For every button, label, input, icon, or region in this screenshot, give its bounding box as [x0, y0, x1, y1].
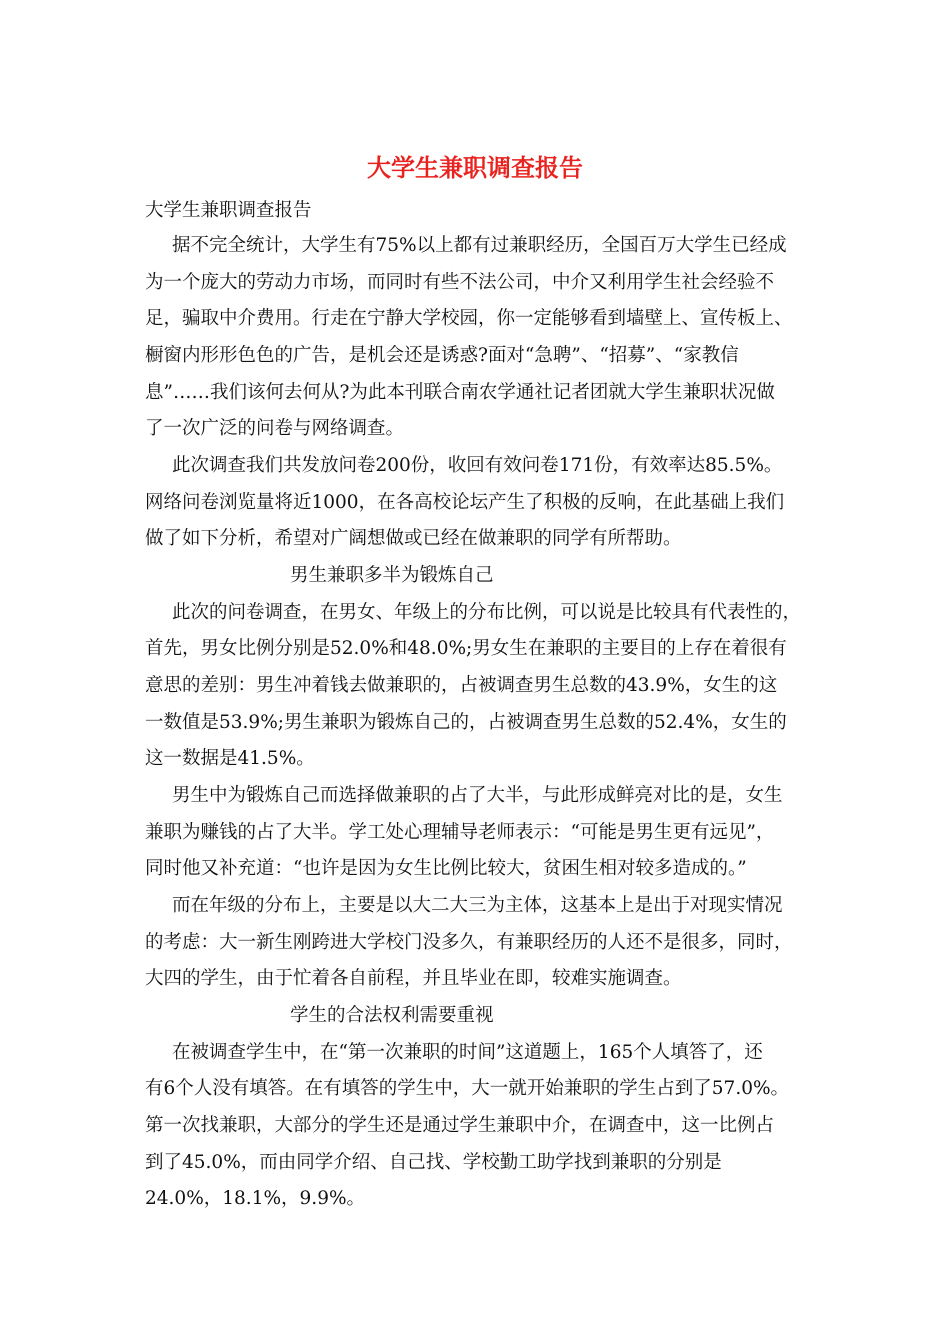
paragraph-line: 第一次找兼职，大部分的学生还是通过学生兼职中介，在调查中，这一比例占: [145, 1115, 775, 1136]
paragraph-line: 到了45.0%，而由同学介绍、自己找、学校勤工助学找到兼职的分别是: [145, 1152, 722, 1173]
paragraph-line: 24.0%，18.1%，9.9%。: [145, 1188, 366, 1209]
paragraph-line: 意思的差别：男生冲着钱去做兼职的，占被调查男生总数的43.9%，女生的这: [145, 675, 778, 696]
paragraph-line: 据不完全统计，大学生有75%以上都有过兼职经历，全国百万大学生已经成: [172, 235, 787, 256]
paragraph-line: 大四的学生，由于忙着各自前程，并且毕业在即，较难实施调查。: [145, 968, 682, 989]
paragraph-line: 的考虑：大一新生刚跨进大学校门没多久，有兼职经历的人还不是很多，同时，: [145, 932, 793, 953]
paragraph-line: 橱窗内形形色色的广告，是机会还是诱惑?面对“急聘”、“招募”、“家教信: [145, 345, 739, 366]
subtitle-line: 大学生兼职调查报告: [145, 200, 312, 221]
paragraph-line: 有6个人没有填答。在有填答的学生中，大一就开始兼职的学生占到了57.0%。: [145, 1078, 790, 1099]
paragraph-line: 一数值是53.9%;男生兼职为锻炼自己的，占被调查男生总数的52.4%，女生的: [145, 712, 787, 733]
paragraph-line: 兼职为赚钱的占了大半。学工处心理辅导老师表示：“可能是男生更有远见”，: [145, 822, 775, 843]
document-title: 大学生兼职调查报告: [367, 153, 583, 182]
paragraph-line: 息”……我们该何去何从?为此本刊联合南农学通社记者团就大学生兼职状况做: [145, 382, 775, 403]
paragraph-line: 此次调查我们共发放问卷200份，收回有效问卷171份，有效率达85.5%。: [172, 455, 783, 476]
paragraph-line: 男生中为锻炼自己而选择做兼职的占了大半，与此形成鲜亮对比的是，女生: [172, 785, 783, 806]
paragraph-line: 首先，男女比例分别是52.0%和48.0%;男女生在兼职的主要目的上存在着很有: [145, 638, 787, 659]
paragraph-line: 为一个庞大的劳动力市场，而同时有些不法公司，中介又利用学生社会经验不: [145, 272, 775, 293]
paragraph-line: 此次的问卷调查，在男女、年级上的分布比例，可以说是比较具有代表性的，: [172, 602, 802, 623]
paragraph-line: 在被调查学生中，在“第一次兼职的时间”这道题上，165个人填答了，还: [172, 1042, 763, 1063]
paragraph-line: 这一数据是41.5%。: [145, 748, 315, 769]
section-heading: 男生兼职多半为锻炼自己: [290, 565, 494, 586]
paragraph-line: 做了如下分析，希望对广阔想做或已经在做兼职的同学有所帮助。: [145, 528, 682, 549]
paragraph-line: 同时他又补充道：“也许是因为女生比例比较大，贫困生相对较多造成的。”: [145, 858, 747, 879]
section-heading: 学生的合法权利需要重视: [290, 1005, 494, 1026]
paragraph-line: 而在年级的分布上，主要是以大二大三为主体，这基本上是出于对现实情况: [172, 895, 783, 916]
paragraph-line: 网络问卷浏览量将近1000，在各高校论坛产生了积极的反响，在此基础上我们: [145, 492, 785, 513]
paragraph-line: 足，骗取中介费用。行走在宁静大学校园，你一定能够看到墙壁上、宣传板上、: [145, 308, 793, 329]
paragraph-line: 了一次广泛的问卷与网络调查。: [145, 418, 405, 439]
